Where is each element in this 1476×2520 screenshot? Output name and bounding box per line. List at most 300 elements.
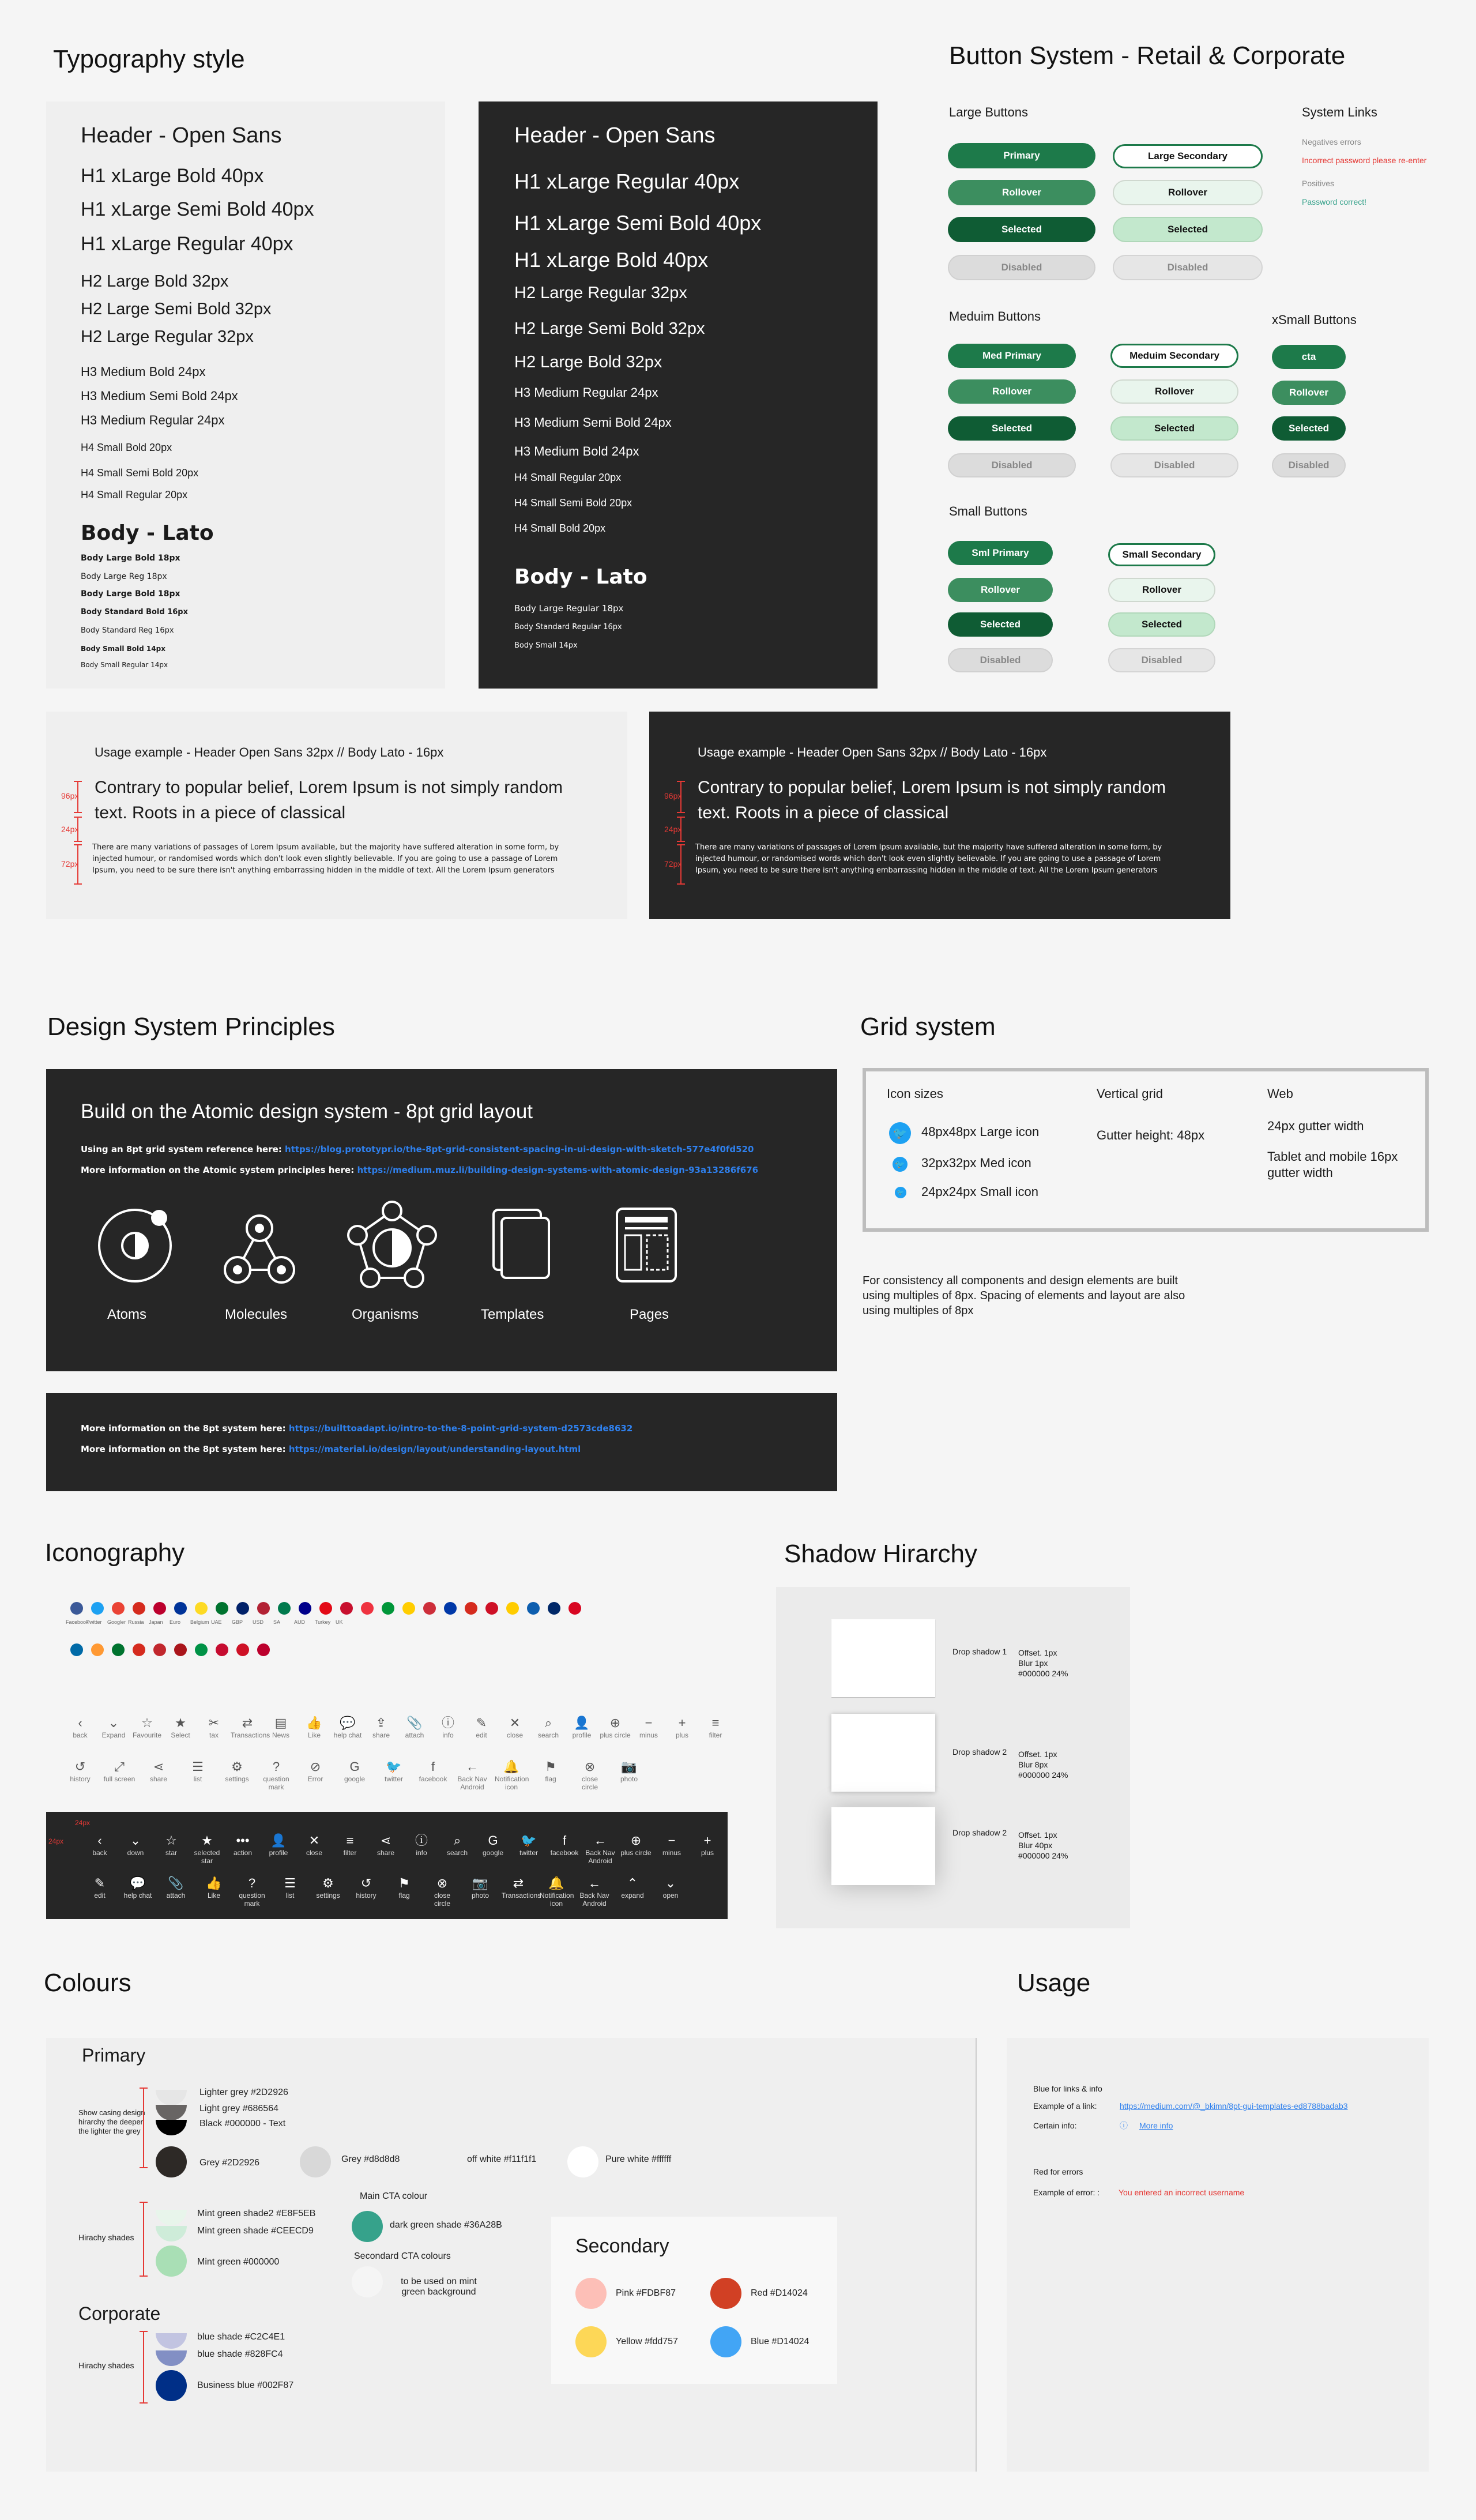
hirachy2-label: Hirachy shades <box>78 2361 134 2370</box>
purewhite-swatch <box>567 2146 598 2177</box>
icon-glyph: 💬 <box>340 1716 356 1730</box>
icon-label: flag <box>398 1891 410 1900</box>
purewhite-label: Pure white #ffffff <box>605 2154 672 2164</box>
errors-label: Red for errors <box>1033 2167 1083 2176</box>
facebook-icon <box>416 1759 450 1783</box>
small-secondary-button[interactable]: Small Secondary <box>1108 543 1215 566</box>
more-info-1-label: More information on the 8pt system here: <box>81 1423 286 1434</box>
plus-circle-icon <box>619 1833 653 1857</box>
principles-ref2 <box>81 1165 758 1175</box>
light-grey-swatch <box>156 2105 187 2120</box>
icon-label: attach <box>405 1731 424 1739</box>
flag-icon <box>91 1643 104 1656</box>
icon-label: search <box>537 1731 559 1739</box>
attach-icon <box>159 1875 193 1900</box>
filter-icon <box>333 1833 367 1857</box>
plus-icon <box>691 1833 724 1857</box>
flag-label: UK <box>336 1619 343 1625</box>
icon-label: search <box>446 1849 468 1857</box>
large-secondary-button[interactable]: Large Secondary <box>1113 144 1263 168</box>
icon-glyph: 👍 <box>206 1876 222 1890</box>
icon-glyph: ⋖ <box>380 1833 391 1848</box>
info-icon <box>431 1715 465 1739</box>
icon-glyph: ⚑ <box>398 1876 410 1890</box>
atoms-icon <box>96 1201 179 1284</box>
icon-glyph: ✕ <box>308 1833 320 1848</box>
more-info-link[interactable]: More info <box>1139 2121 1173 2130</box>
grid-panel <box>863 1068 1429 1232</box>
icon-label: profile <box>269 1849 288 1857</box>
business-blue-label: Business blue #002F87 <box>197 2380 294 2390</box>
usage-dark-body: There are many variations of passages of Lorem Ipsum available, but the majority have suffered alteration in some form, by injected humour, or randomised words which don't look even slightly believable. If you are going to use a passage of Lorem Ipsum, you need to be sure there isn't anything embarrassing hidden in the middle of text. All the Lorem Ipsum generators <box>695 843 1162 875</box>
notification-icon-icon <box>540 1875 573 1908</box>
icon-label: Transactions <box>231 1731 270 1739</box>
mint-bg-swatch <box>352 2266 383 2297</box>
grey-label: Grey #2D2926 <box>199 2158 260 2168</box>
list-icon <box>181 1759 214 1783</box>
plus-circle-icon <box>598 1715 632 1739</box>
icon-label: profile <box>572 1731 592 1739</box>
large-disabled-button[interactable]: Disabled <box>948 255 1095 280</box>
stage-pages: Pages <box>630 1307 669 1322</box>
principles-panel <box>46 1069 837 1371</box>
icon-label: full screen <box>103 1775 135 1783</box>
icon-label: close circle <box>434 1891 450 1908</box>
medium-secondary-rollover-button[interactable]: Rollover <box>1110 379 1238 404</box>
icon-glyph: ‹ <box>97 1833 102 1848</box>
icon-label: selected star <box>194 1849 220 1865</box>
icon-label: twitter <box>384 1775 403 1783</box>
open-icon <box>654 1875 687 1900</box>
light-icons-row-2 <box>46 1759 738 1793</box>
flag-icon <box>112 1643 125 1656</box>
icon-label: close <box>306 1849 322 1857</box>
secondary-panel <box>551 2217 837 2384</box>
question-mark-icon <box>235 1875 269 1908</box>
info-icon <box>405 1833 438 1857</box>
twitter-icon <box>377 1759 411 1783</box>
icon-glyph: ⊘ <box>310 1759 321 1774</box>
primary-label: Primary <box>82 2045 146 2066</box>
grey-swatch <box>156 2146 187 2177</box>
icon-glyph: f <box>562 1833 567 1848</box>
medium-primary-button[interactable]: Med Primary <box>948 344 1076 368</box>
history-icon <box>349 1875 383 1900</box>
twitter-icon-large: 🐦 <box>889 1122 911 1144</box>
flag-icon <box>319 1602 332 1615</box>
icon-glyph: ‹ <box>78 1716 82 1730</box>
icon-label: facebook <box>550 1849 579 1857</box>
flag-icon <box>465 1602 477 1615</box>
action-icon <box>226 1833 259 1857</box>
flag-icon <box>402 1602 415 1615</box>
icon-label: Select <box>171 1731 190 1739</box>
lighter-grey-label: Lighter grey #2D2926 <box>199 2088 288 2097</box>
grid-note: For consistency all components and design elements are built using multiples of 8px. Spacing of elements and layout are also using multiples of 8px <box>863 1274 1185 1317</box>
icon-sizes-label: Icon sizes <box>887 1086 943 1101</box>
small-secondary-selected-button[interactable]: Selected <box>1108 612 1215 637</box>
shadows-title: Shadow Hirarchy <box>784 1540 978 1568</box>
type-h2-reg: H2 Large Regular 32px <box>81 328 254 346</box>
flag-icon <box>153 1602 166 1615</box>
grey2-label: Grey #d8d8d8 <box>341 2154 400 2164</box>
icon-label: close <box>506 1731 523 1739</box>
flag-icon <box>91 1602 104 1615</box>
flag-icon <box>361 1602 374 1615</box>
icon-glyph: ↺ <box>360 1876 372 1890</box>
mint-swatch <box>156 2246 187 2277</box>
shadow-card-1 <box>831 1619 935 1697</box>
xsmall-buttons-label: xSmall Buttons <box>1272 313 1357 327</box>
medium-rollover-button[interactable]: Rollover <box>948 379 1076 404</box>
icon-label: Like <box>207 1891 220 1900</box>
icon-label: filter <box>709 1731 722 1739</box>
blue-swatch <box>710 2326 741 2357</box>
icon-glyph: ☰ <box>284 1876 296 1890</box>
shadow-3-name: Drop shadow 2 <box>952 1828 1007 1837</box>
usage-example-light <box>46 712 627 919</box>
type-dark-h3-semi: H3 Medium Semi Bold 24px <box>514 415 672 430</box>
shadows-panel <box>776 1587 1130 1928</box>
notification-icon-icon <box>495 1759 528 1791</box>
shadow-1-blur: Blur 1px <box>1018 1658 1048 1668</box>
icon-glyph: ✎ <box>476 1716 487 1730</box>
icon-label: photo <box>620 1775 638 1783</box>
icon-size-small: 24px24px Small icon <box>921 1184 1039 1199</box>
large-buttons-label: Large Buttons <box>949 105 1028 119</box>
icon-label: plus <box>701 1849 714 1857</box>
back-icon <box>63 1715 97 1739</box>
icon-label: Back Nav Android <box>579 1891 609 1908</box>
measure-96-label: 96px <box>61 791 79 800</box>
large-selected-button[interactable]: Selected <box>948 217 1095 242</box>
type-dark-h2-semi: H2 Large Semi Bold 32px <box>514 319 705 338</box>
flag-icon <box>216 1643 228 1656</box>
icon-label: edit <box>476 1731 487 1739</box>
icon-measure-label: 24px <box>48 1837 64 1845</box>
usage-title: Usage <box>1017 1969 1091 1997</box>
type-dark-h1-bold: H1 xLarge Bold 40px <box>514 248 709 272</box>
share-icon <box>364 1715 398 1739</box>
flags-row-2 <box>46 1641 392 1664</box>
type-h4-semi: H4 Small Semi Bold 20px <box>81 467 199 479</box>
web-gutter: 24px gutter width <box>1267 1119 1364 1133</box>
minus-icon <box>632 1715 665 1739</box>
shadow-1-name: Drop shadow 1 <box>952 1647 1007 1656</box>
type-dark-header: Header - Open Sans <box>514 123 716 148</box>
link-example-label: Example of a link: <box>1033 2101 1097 2111</box>
mint-measure <box>143 2202 151 2277</box>
type-dark-h4-semi: H4 Small Semi Bold 20px <box>514 497 632 509</box>
usage-example-dark <box>649 712 1230 919</box>
positives-label: Positives <box>1302 179 1335 188</box>
icon-label: action <box>233 1849 253 1857</box>
icon-label: history <box>70 1775 91 1783</box>
favourite-icon <box>130 1715 164 1739</box>
small-secondary-disabled-button[interactable]: Disabled <box>1108 648 1215 672</box>
icon-glyph: ⓘ <box>441 1716 454 1730</box>
large-rollover-button[interactable]: Rollover <box>948 180 1095 205</box>
facebook-icon <box>548 1833 581 1857</box>
buttons-title: Button System - Retail & Corporate <box>949 42 1346 70</box>
google-icon <box>476 1833 510 1857</box>
icon-glyph: ? <box>272 1759 280 1774</box>
flag-label: GBP <box>232 1619 243 1625</box>
icon-label: Notification icon <box>495 1775 529 1791</box>
icon-size-medium: 32px32px Med icon <box>921 1156 1031 1170</box>
flag-label: SA <box>273 1619 281 1625</box>
icon-glyph: 🔔 <box>503 1759 519 1774</box>
measure-dark-72-label: 72px <box>664 859 682 868</box>
small-secondary-rollover-button[interactable]: Rollover <box>1108 578 1215 602</box>
star-icon <box>155 1833 188 1857</box>
icon-label: settings <box>316 1891 340 1900</box>
blue-label: Blue #D14024 <box>751 2337 809 2346</box>
icon-glyph: 👍 <box>306 1716 322 1730</box>
hierarchy-note: Show casing design hirarchy the deeper the lighter the grey <box>78 2108 145 2135</box>
icon-label: open <box>662 1891 679 1900</box>
type-h1-reg: H1 xLarge Regular 40px <box>81 233 293 255</box>
type-dark-h3-reg: H3 Medium Regular 24px <box>514 385 658 400</box>
xsmall-disabled-button[interactable]: Disabled <box>1272 453 1346 477</box>
edit-icon <box>83 1875 116 1900</box>
icon-glyph: ≡ <box>346 1833 354 1848</box>
transactions-icon <box>231 1715 270 1739</box>
xsmall-selected-button[interactable]: Selected <box>1272 416 1346 441</box>
small-primary-button[interactable]: Sml Primary <box>948 541 1053 565</box>
icon-glyph: ⌕ <box>544 1716 552 1730</box>
business-blue-swatch <box>156 2370 187 2401</box>
icon-label: photo <box>471 1891 490 1900</box>
flag-icon <box>236 1602 249 1615</box>
blue-shade2-label: blue shade #828FC4 <box>197 2349 283 2359</box>
large-primary-button[interactable]: Primary <box>948 143 1095 168</box>
mint-shade-swatch <box>156 2226 187 2241</box>
hirachy-label: Hirachy shades <box>78 2233 134 2242</box>
icon-glyph: ← <box>594 1833 607 1848</box>
medium-secondary-selected-button[interactable]: Selected <box>1110 416 1238 441</box>
icon-glyph: ⋖ <box>153 1759 164 1774</box>
pages-icon <box>615 1206 678 1284</box>
icon-glyph: ☆ <box>165 1833 177 1848</box>
secondary-label: Secondary <box>575 2235 669 2257</box>
small-rollover-button[interactable]: Rollover <box>948 578 1053 602</box>
icon-label: list <box>193 1775 202 1783</box>
flag-icon <box>236 1643 249 1656</box>
colours-panel <box>46 2038 977 2472</box>
principles-ref1-link[interactable]: https://blog.prototypr.io/the-8pt-grid-consistent-spacing-in-ui-design-with-sketch-577e4f0fd520 <box>285 1144 754 1154</box>
twitter-icon-small: 🐦 <box>895 1187 906 1198</box>
mint-shade2-swatch <box>156 2210 187 2225</box>
grey2-swatch <box>300 2146 331 2177</box>
more-info-2-link[interactable]: https://material.io/design/layout/understanding-layout.html <box>288 1444 581 1454</box>
typography-dark-panel <box>479 101 878 689</box>
icon-label: google <box>482 1849 504 1857</box>
icon-label: share <box>376 1849 395 1857</box>
type-dark-h2-bold: H2 Large Bold 32px <box>514 353 662 371</box>
organisms-icon <box>346 1199 438 1292</box>
light-icons-row-1 <box>46 1715 738 1750</box>
icon-label: question mark <box>263 1775 289 1791</box>
help-chat-icon <box>121 1875 155 1900</box>
black-label: Black #000000 - Text <box>199 2119 286 2128</box>
principles-ref2-link[interactable]: https://medium.muz.li/building-design-systems-with-atomic-design-93a13286f676 <box>357 1165 759 1175</box>
icon-label: back <box>92 1849 107 1857</box>
stage-molecules: Molecules <box>225 1307 288 1322</box>
icon-glyph: − <box>668 1833 676 1848</box>
flag-icon <box>257 1602 270 1615</box>
icon-glyph: ⇄ <box>513 1876 524 1890</box>
icon-label: minus <box>639 1731 658 1739</box>
type-body-5: Body Standard Reg 16px <box>81 626 174 635</box>
medium-secondary-button[interactable]: Meduim Secondary <box>1110 344 1238 368</box>
icon-glyph: ⤢ <box>114 1759 125 1774</box>
small-selected-button[interactable]: Selected <box>948 612 1053 637</box>
icon-label: edit <box>94 1891 106 1900</box>
icon-label: Back Nav Android <box>585 1849 615 1865</box>
type-dark-body-header: Body - Lato <box>514 565 647 589</box>
news-icon <box>264 1715 298 1739</box>
flag-icon <box>387 1875 421 1900</box>
icon-glyph: 🔔 <box>548 1876 564 1890</box>
blue-shade1-label: blue shade #C2C4E1 <box>197 2332 285 2342</box>
type-h2-bold: H2 Large Bold 32px <box>81 272 229 291</box>
type-dark-body-3: Body Small 14px <box>514 641 578 650</box>
mint-shade2-label: Mint green shade2 #E8F5EB <box>197 2209 316 2218</box>
icon-label: twitter <box>519 1849 538 1857</box>
flag-label: USD <box>253 1619 264 1625</box>
link-example-url[interactable]: https://medium.com/@_bkimn/8pt-gui-templates-ed8788badab3 <box>1120 2101 1348 2111</box>
icon-glyph: ⇄ <box>242 1716 253 1730</box>
icon-glyph: ★ <box>175 1716 186 1730</box>
blue-shade2-swatch <box>156 2350 187 2366</box>
icon-glyph: ⓘ <box>415 1833 428 1848</box>
back-nav-android-icon <box>455 1759 489 1791</box>
profile-icon <box>262 1833 295 1857</box>
flag-icon <box>174 1602 187 1615</box>
large-secondary-disabled-button[interactable]: Disabled <box>1113 255 1263 280</box>
type-h2-semi: H2 Large Semi Bold 32px <box>81 300 272 318</box>
type-dark-h1-semi: H1 xLarge Semi Bold 40px <box>514 211 762 235</box>
flags-row-1 <box>46 1600 738 1634</box>
shadow-card-3 <box>831 1807 935 1885</box>
icon-glyph: ⌕ <box>453 1833 461 1848</box>
icon-glyph: ▤ <box>274 1716 287 1730</box>
xsmall-cta-button[interactable]: cta <box>1272 345 1346 369</box>
profile-icon <box>565 1715 598 1739</box>
small-disabled-button[interactable]: Disabled <box>948 648 1053 672</box>
flag-icon <box>216 1602 228 1615</box>
shadow-card-2 <box>831 1714 935 1792</box>
icon-glyph: ⌃ <box>627 1876 638 1890</box>
medium-selected-button[interactable]: Selected <box>948 416 1076 441</box>
shadow-2-color: #000000 24% <box>1018 1770 1068 1780</box>
main-cta-label: Main CTA colour <box>360 2191 428 2201</box>
more-info-1-link[interactable]: https://builttoadapt.io/intro-to-the-8-point-grid-system-d2573cde8632 <box>288 1423 633 1434</box>
icon-glyph: ? <box>248 1876 256 1890</box>
large-secondary-selected-button[interactable]: Selected <box>1113 217 1263 242</box>
large-secondary-rollover-button[interactable]: Rollover <box>1113 180 1263 205</box>
type-h1-semi: H1 xLarge Semi Bold 40px <box>81 198 314 220</box>
yellow-label: Yellow #fdd757 <box>616 2337 678 2346</box>
settings-icon <box>311 1875 345 1900</box>
down-icon <box>119 1833 152 1857</box>
photo-icon <box>612 1759 646 1783</box>
icon-label: share <box>149 1775 168 1783</box>
icon-label: google <box>344 1775 366 1783</box>
photo-icon <box>464 1875 497 1900</box>
lighter-grey-swatch <box>156 2090 187 2105</box>
flag-icon <box>112 1602 125 1615</box>
measure-dark-24-label: 24px <box>664 825 682 834</box>
colours-title: Colours <box>44 1969 131 1997</box>
info-icon: ⓘ <box>1120 2121 1128 2130</box>
shadow-3-offset: Offset. 1px <box>1018 1830 1057 1840</box>
type-body-6: Body Small Bold 14px <box>81 645 165 653</box>
question-mark-icon <box>259 1759 293 1791</box>
red-swatch <box>710 2278 741 2309</box>
icon-glyph: ↺ <box>74 1759 86 1774</box>
icon-label: close circle <box>581 1775 598 1791</box>
flag-icon <box>133 1602 145 1615</box>
stage-templates: Templates <box>481 1307 544 1322</box>
type-body-2: Body Large Reg 18px <box>81 572 167 581</box>
search-icon <box>440 1833 474 1857</box>
expand-icon <box>97 1715 130 1739</box>
back-nav-android-icon <box>578 1875 611 1908</box>
icon-glyph: ⊗ <box>436 1876 448 1890</box>
icon-label: list <box>285 1891 295 1900</box>
flag-icon <box>299 1602 311 1615</box>
icon-glyph: 👤 <box>270 1833 287 1848</box>
icon-label: plus circle <box>600 1731 631 1739</box>
flag-label: Facebook <box>66 1619 89 1625</box>
dark-green-label: dark green shade #36A28B <box>390 2220 502 2230</box>
icon-label: Like <box>307 1731 321 1739</box>
grey-measure <box>143 2088 151 2168</box>
twitter-icon-medium: 🐦 <box>893 1157 908 1172</box>
type-body-4: Body Standard Bold 16px <box>81 608 188 616</box>
flag-icon <box>257 1643 270 1656</box>
error-example-text: You entered an incorrect username <box>1119 2188 1245 2197</box>
usage-dark-heading: Contrary to popular belief, Lorem Ipsum is not simply random text. Roots in a piece of classical <box>698 778 1166 822</box>
flag-icon <box>534 1759 567 1783</box>
icon-label: minus <box>662 1849 681 1857</box>
expand-icon <box>616 1875 649 1900</box>
principles-ref1-label: Using an 8pt grid system reference here: <box>81 1144 282 1154</box>
flag-icon <box>153 1643 166 1656</box>
flag-icon <box>174 1643 187 1656</box>
like-icon <box>298 1715 331 1739</box>
flag-icon <box>195 1643 208 1656</box>
google-icon <box>338 1759 371 1783</box>
medium-secondary-disabled-button[interactable]: Disabled <box>1110 453 1238 477</box>
principles-more-panel <box>46 1393 837 1491</box>
icon-label: News <box>272 1731 289 1739</box>
medium-disabled-button[interactable]: Disabled <box>948 453 1076 477</box>
share-icon <box>142 1759 175 1783</box>
vertical-grid-label: Vertical grid <box>1097 1086 1163 1101</box>
tax-icon <box>197 1715 231 1739</box>
icon-glyph: ⇪ <box>375 1716 387 1730</box>
type-h1-bold: H1 xLarge Bold 40px <box>81 165 264 187</box>
flag-icon <box>382 1602 394 1615</box>
icon-glyph: − <box>645 1716 653 1730</box>
type-header: Header - Open Sans <box>81 123 282 148</box>
pink-swatch <box>575 2278 607 2309</box>
type-dark-body-2: Body Standard Regular 16px <box>514 623 622 631</box>
xsmall-rollover-button[interactable]: Rollover <box>1272 381 1346 405</box>
